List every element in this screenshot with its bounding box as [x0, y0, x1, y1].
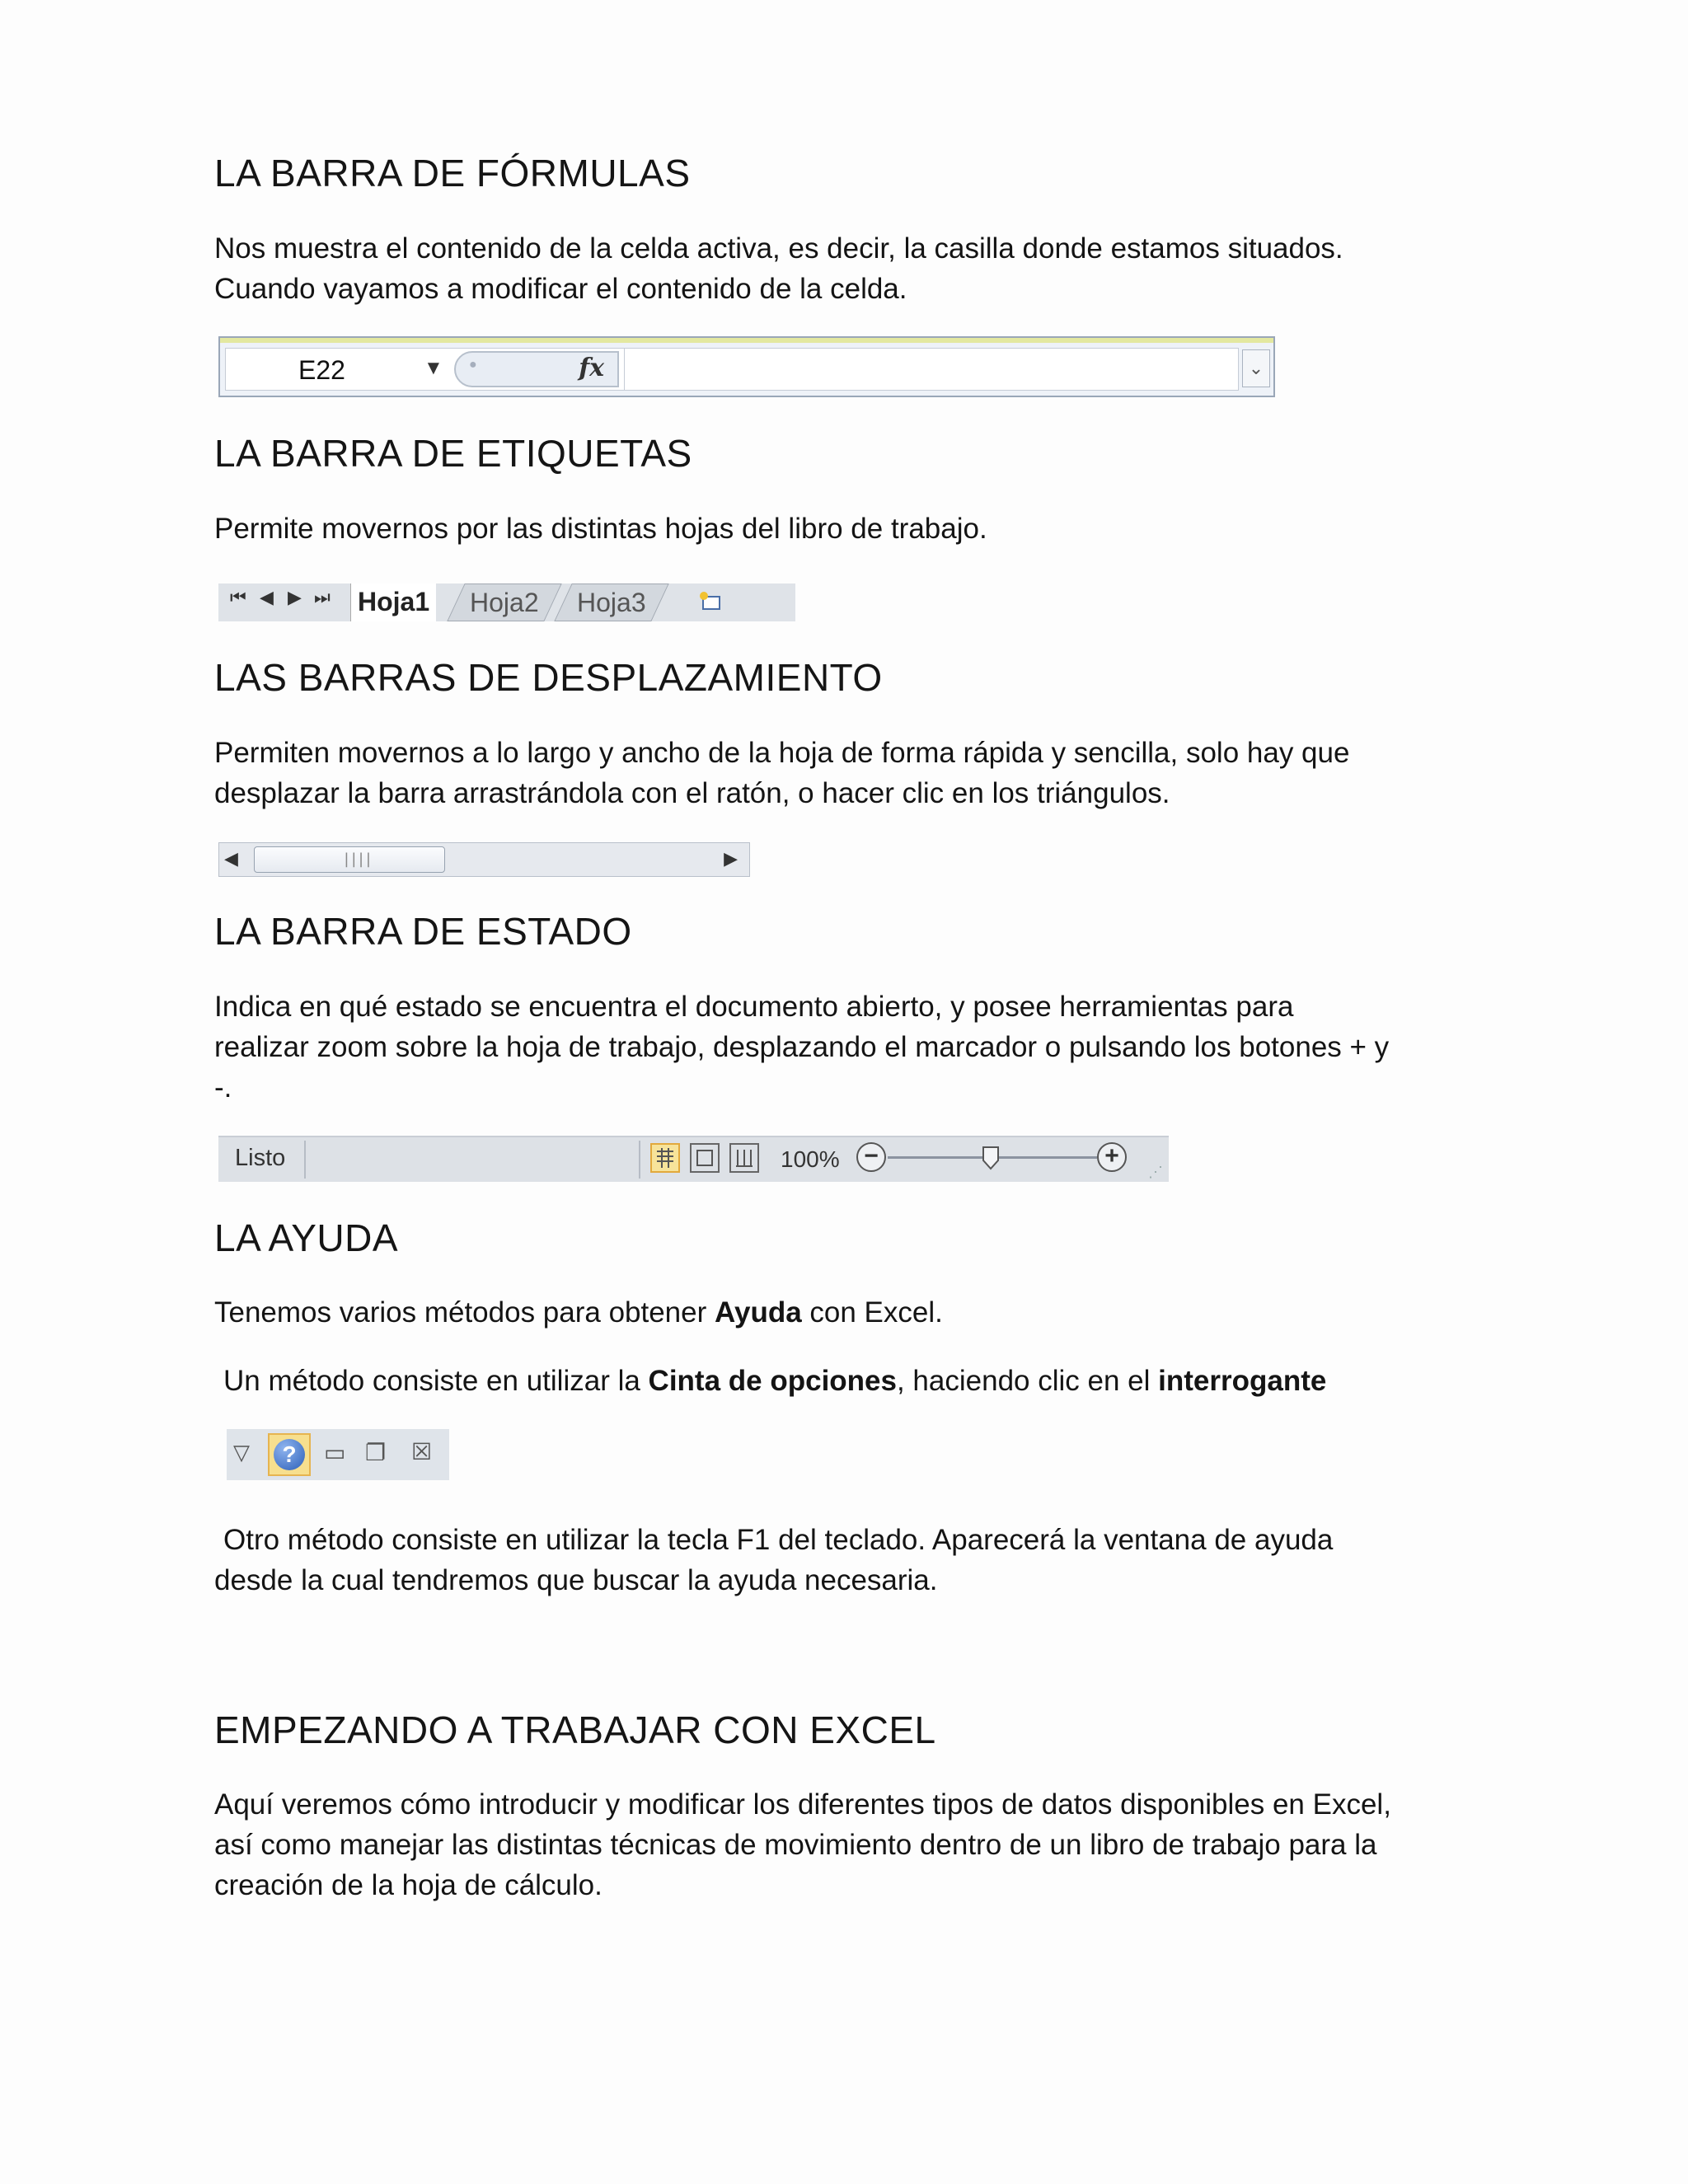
expand-formula-bar-icon[interactable]: ⌄: [1242, 349, 1270, 387]
formulas-text-line2: Cuando vayamos a modificar el contenido de la celda.: [214, 273, 907, 305]
status-text-line1: Indica en qué estado se encuentra el documento abierto, y posee herramientas para: [214, 991, 1294, 1023]
insert-function-area: [454, 351, 619, 387]
grip-icon: ||||: [342, 851, 372, 868]
page-layout-view-icon[interactable]: [690, 1143, 720, 1173]
help-button[interactable]: [268, 1433, 311, 1476]
status-separator: [639, 1141, 640, 1179]
tab-hoja2-label: Hoja2: [470, 588, 539, 617]
zoom-in-icon[interactable]: +: [1097, 1142, 1127, 1172]
formula-bar-highlight: [220, 338, 1273, 343]
minimize-ribbon-icon[interactable]: ▽: [233, 1440, 250, 1465]
help-text-span: Tenemos varios métodos para obtener: [214, 1296, 715, 1329]
formula-bar: [218, 336, 1275, 397]
help-text-span: , haciendo clic en el: [896, 1365, 1159, 1397]
last-sheet-icon[interactable]: ⏭: [314, 587, 331, 607]
help-icon: ?: [274, 1439, 305, 1470]
close-window-icon[interactable]: ☒: [411, 1439, 433, 1465]
section-heading-tabs: LA BARRA DE ETIQUETAS: [214, 432, 692, 475]
status-text: Listo: [235, 1145, 286, 1171]
zoom-slider-thumb[interactable]: [982, 1146, 1000, 1170]
tab-hoja3[interactable]: [554, 583, 668, 621]
insert-function-icon[interactable]: fx: [579, 354, 604, 382]
dropdown-arrow-icon[interactable]: ▼: [424, 357, 443, 379]
restore-window-icon[interactable]: ❐: [365, 1440, 387, 1465]
help-text-span: Un método consiste en utilizar la: [223, 1365, 649, 1397]
scroll-thumb[interactable]: [254, 846, 445, 873]
start-text-line2: así como manejar las distintas técnicas de movimiento dentro de un libro de trabajo para la: [214, 1829, 1377, 1861]
name-box-value: E22: [298, 355, 345, 385]
tab-hoja2[interactable]: [447, 583, 561, 621]
normal-view-icon[interactable]: [650, 1143, 680, 1173]
section-heading-start: EMPEZANDO A TRABAJAR CON EXCEL: [214, 1708, 936, 1751]
scroll-text-line2: desplazar la barra arrastrándola con el ratón, o hacer clic en los triángulos.: [214, 777, 1170, 809]
help-text-line2: [223, 1361, 1326, 1401]
horizontal-scrollbar[interactable]: [218, 842, 750, 877]
status-text-line3: -.: [214, 1071, 232, 1104]
page-break-preview-icon[interactable]: [729, 1143, 759, 1173]
help-text-line3: Otro método consiste en utilizar la tecla F1 del teclado. Aparecerá la ventana de ayuda: [223, 1524, 1334, 1556]
zoom-out-icon[interactable]: −: [856, 1142, 886, 1172]
start-text-line3: creación de la hoja de cálculo.: [214, 1869, 603, 1901]
resize-grip-icon[interactable]: ⋰: [1148, 1164, 1163, 1180]
help-text-line1: [214, 1292, 943, 1333]
help-text-span: con Excel.: [801, 1296, 943, 1329]
status-bar: [218, 1136, 1169, 1182]
zoom-level[interactable]: 100%: [781, 1146, 840, 1172]
help-text-line4: desde la cual tendremos que buscar la ayuda necesaria.: [214, 1564, 938, 1596]
scroll-text-line1: Permiten movernos a lo largo y ancho de la hoja de forma rápida y sencilla, solo hay que: [214, 737, 1350, 769]
section-heading-scroll: LAS BARRAS DE DESPLAZAMIENTO: [214, 656, 883, 699]
insert-sheet-icon[interactable]: [698, 590, 723, 612]
formulas-text-line1: Nos muestra el contenido de la celda activa, es decir, la casilla donde estamos situados.: [214, 232, 1343, 265]
first-sheet-icon[interactable]: ⏮: [230, 587, 246, 607]
sheet-tab-bar: [218, 583, 795, 621]
tab-hoja3-label: Hoja3: [577, 588, 646, 617]
help-text-bold: Cinta de opciones: [648, 1365, 897, 1397]
ribbon-window-controls: [227, 1429, 449, 1480]
scroll-right-arrow-icon[interactable]: ▶: [724, 848, 738, 869]
start-text-line1: Aquí veremos cómo introducir y modificar los diferentes tipos de datos disponibles en Excel,: [214, 1788, 1391, 1821]
section-heading-help: LA AYUDA: [214, 1216, 399, 1259]
name-box[interactable]: [225, 348, 662, 391]
section-heading-formulas: LA BARRA DE FÓRMULAS: [214, 152, 691, 194]
scroll-left-arrow-icon[interactable]: ◀: [224, 848, 238, 869]
section-heading-status: LA BARRA DE ESTADO: [214, 910, 632, 953]
resize-handle-icon[interactable]: ●: [469, 358, 477, 372]
help-text-bold: interrogante: [1158, 1365, 1327, 1397]
minimize-window-icon[interactable]: ▭: [324, 1440, 346, 1465]
status-text-line2: realizar zoom sobre la hoja de trabajo, desplazando el marcador o pulsando los botones + y: [214, 1031, 1390, 1063]
previous-sheet-icon[interactable]: ◀: [260, 587, 274, 607]
tabs-text-line1: Permite movernos por las distintas hojas del libro de trabajo.: [214, 513, 987, 545]
next-sheet-icon[interactable]: ▶: [288, 587, 302, 607]
status-separator: [304, 1141, 306, 1179]
formula-input[interactable]: [624, 348, 1239, 391]
tab-hoja1[interactable]: Hoja1: [350, 583, 436, 621]
help-text-bold: Ayuda: [715, 1296, 802, 1329]
